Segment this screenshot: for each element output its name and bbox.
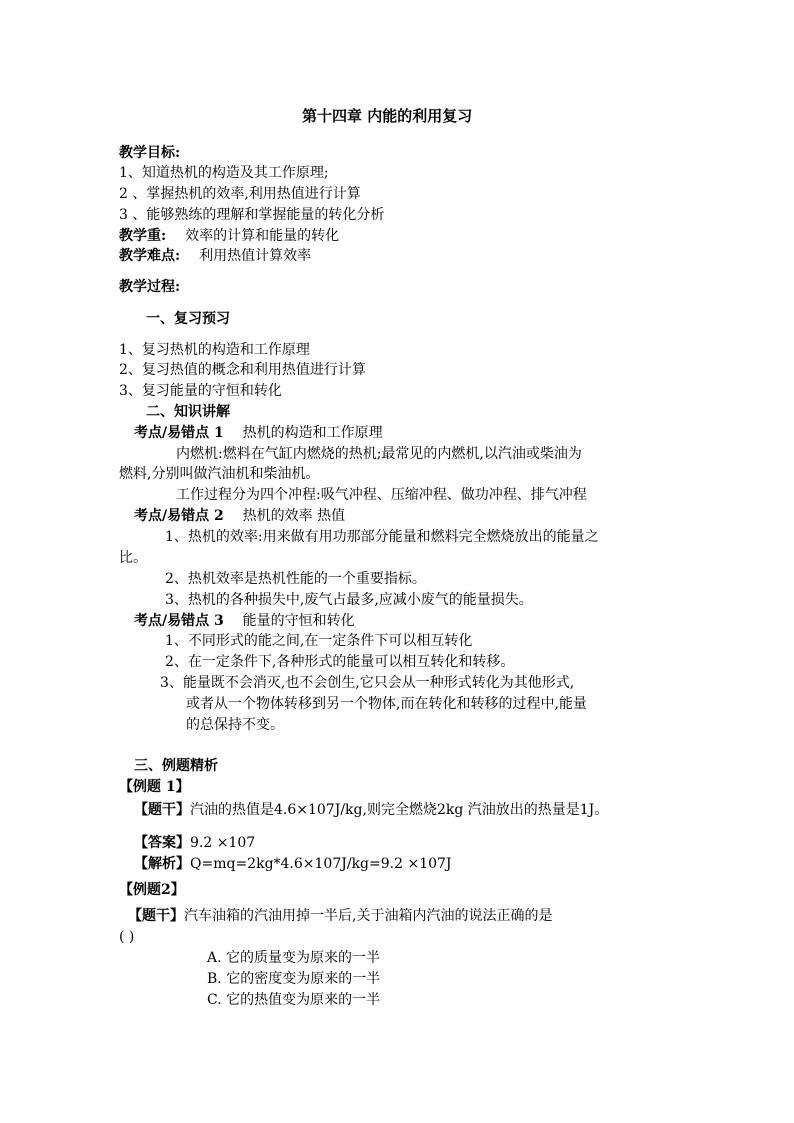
kp3-text: 的总保持不变。: [186, 717, 284, 733]
kp2-row: [134, 506, 345, 526]
kp2-text: 3、热机的各种损失中,废气占最多,应减小废气的能量损失。: [165, 592, 533, 608]
kp2-text: 2、热机效率是热机性能的一个重要指标。: [165, 571, 426, 587]
example1-analysis: [134, 854, 452, 874]
stem-label: 【题干】: [134, 802, 190, 818]
option-b: B. 它的密度变为原来的一半: [207, 971, 381, 987]
stem-label: 【题干】: [128, 908, 184, 924]
page-title: 第十四章 内能的利用复习: [302, 107, 473, 125]
section1-heading: 一、复习预习: [146, 311, 230, 327]
review-item: 3、复习能量的守恒和转化: [119, 383, 282, 399]
answer-label: 【答案】: [134, 835, 190, 851]
stem-text: 汽油的热值是4.6×107J/kg,则完全燃烧2kg 汽油放出的热量是1J。: [190, 802, 609, 818]
stem-text: 汽车油箱的汽油用掉一半后,关于油箱内汽油的说法正确的是: [184, 908, 553, 924]
analysis-text: Q=mq=2kg*4.6×107J/kg=9.2 ×107J: [190, 856, 452, 872]
review-item: 2、复习热值的概念和利用热值进行计算: [119, 362, 366, 378]
goal-item: 1、知道热机的构造及其工作原理;: [119, 165, 329, 181]
process-label: 教学过程:: [119, 279, 181, 295]
section2-heading: 二、知识讲解: [146, 404, 230, 420]
kp3-text: 1、不同形式的能之间,在一定条件下可以相互转化: [165, 633, 473, 649]
kp1-text: 燃料,分别叫做汽油机和柴油机。: [119, 466, 320, 482]
kp1-label: 考点/易错点 1: [134, 425, 224, 441]
kp3-row: [134, 611, 355, 631]
example2-label: 【例题2】: [119, 882, 185, 898]
goal-item: 2 、掌握热机的效率,利用热值进行计算: [119, 186, 361, 202]
option-c: C. 它的热值变为原来的一半: [207, 992, 381, 1008]
kp3-text: 3、能量既不会消灭,也不会创生,它只会从一种形式转化为其他形式,: [160, 675, 575, 691]
goals-label: 教学目标:: [119, 145, 181, 161]
kp3-text: 或者从一个物体转移到另一个物体,而在转化和转移的过程中,能量: [186, 696, 587, 712]
key-point-label: 教学重:: [119, 228, 167, 244]
example1-label: 【例题 1】: [119, 779, 190, 795]
answer-blank: ( ): [119, 929, 135, 945]
kp1-text: 工作过程分为四个冲程:吸气冲程、压缩冲程、做功冲程、排气冲程: [176, 487, 587, 503]
answer-text: 9.2 ×107: [190, 835, 256, 851]
key-point-row: [119, 226, 339, 246]
example1-answer: [134, 833, 255, 853]
goal-item: 3 、能够熟练的理解和掌握能量的转化分析: [119, 207, 385, 223]
section3-heading: 三、例题精析: [134, 758, 218, 774]
key-point-text: 效率的计算和能量的转化: [185, 228, 340, 244]
difficulty-row: [119, 246, 311, 266]
review-item: 1、复习热机的构造和工作原理: [119, 342, 310, 358]
kp2-label: 考点/易错点 2: [134, 508, 224, 524]
difficulty-text: 利用热值计算效率: [199, 248, 312, 264]
kp1-text: 内燃机:燃料在气缸内燃烧的热机;最常见的内燃机,以汽油或柴油为: [176, 446, 582, 462]
kp3-title: 能量的守恒和转化: [242, 613, 355, 629]
kp2-text: 1、热机的效率:用来做有用功那部分能量和燃料完全燃烧放出的能量之: [165, 529, 599, 545]
kp2-text: 比。: [119, 550, 147, 566]
option-a: A. 它的质量变为原来的一半: [207, 950, 381, 966]
kp3-label: 考点/易错点 3: [134, 613, 224, 629]
kp3-text: 2、在一定条件下,各种形式的能量可以相互转化和转移。: [165, 654, 515, 670]
kp1-title: 热机的构造和工作原理: [242, 425, 383, 441]
kp2-title: 热机的效率 热值: [242, 508, 346, 524]
kp1-row: [134, 423, 383, 443]
example1-stem: [134, 800, 608, 820]
analysis-label: 【解析】: [134, 856, 190, 872]
example2-stem: [128, 906, 552, 926]
difficulty-label: 教学难点:: [119, 248, 181, 264]
